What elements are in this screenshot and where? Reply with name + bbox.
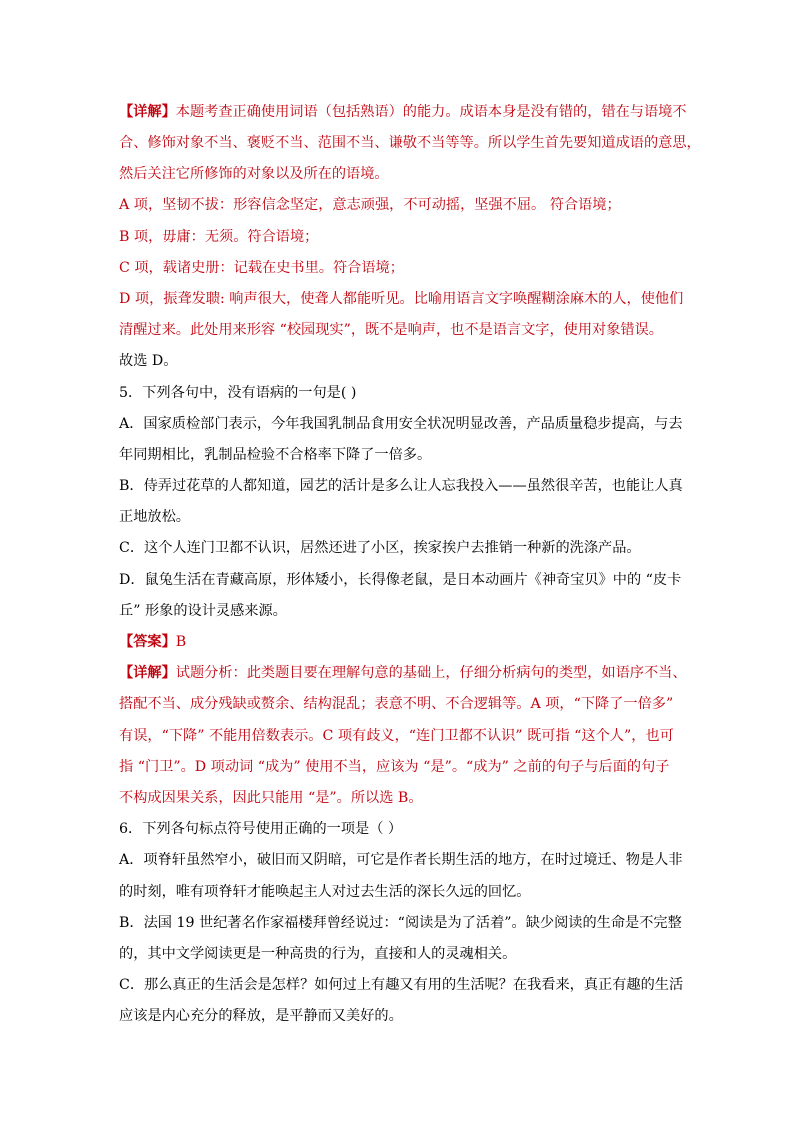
analysis-line: A 项，坚韧不拔：形容信念坚定，意志顽强，不可动摇，坚强不屈。 符合语境； <box>119 197 621 213</box>
option-line: 年同期相比，乳制品检验不合格率下降了一倍多。 <box>119 447 432 463</box>
analysis-line: 有误，“下降” 不能用倍数表示。C 项有歧义，“连门卫都不认识” 既可指 “这个人”，也可 <box>119 728 674 744</box>
option-line: 丘” 形象的设计灵感来源。 <box>119 603 287 619</box>
option-line: D．鼠兔生活在青藏高原，形体矮小，长得像老鼠，是日本动画片《神奇宝贝》中的 “皮卡 <box>119 572 682 588</box>
analysis-tag: 【详解】 <box>119 104 176 120</box>
analysis-line: 不构成因果关系，因此只能用 “是”。所以选 B。 <box>119 790 423 806</box>
option-line: A．国家质检部门表示，今年我国乳制品食用安全状况明显改善，产品质量稳步提高，与去 <box>119 416 683 432</box>
analysis-line: D 项，振聋发聩: 响声很大，使聋人都能听见。比喻用语言文字唤醒糊涂麻木的人，使他们 <box>119 291 684 307</box>
analysis-line: 然后关注它所修饰的对象以及所在的语境。 <box>119 166 389 182</box>
analysis-line: 指 “门卫”。D 项动词 “成为” 使用不当，应该为 “是”。“成为” 之前的句子与后面的句子 <box>119 759 670 775</box>
analysis-line: 搭配不当、成分残缺或赘余、结构混乱；表意不明、不合逻辑等。A 项，“下降了一倍多” <box>119 696 674 712</box>
analysis-line: 合、修饰对象不当、褒贬不当、范围不当、谦敬不当等等。所以学生首先要知道成语的意思， <box>119 135 701 151</box>
option-line: B．侍弄过花草的人都知道，园艺的活计是多么让人忘我投入——虽然很辛苦，也能让人真 <box>119 478 683 494</box>
option-line: B．法国 19 世纪著名作家福楼拜曾经说过：“阅读是为了活着”。缺少阅读的生命是不完整 <box>119 915 682 931</box>
analysis-line: 【详解】本题考查正确使用词语（包括熟语）的能力。成语本身是没有错的，错在与语境不 <box>119 104 687 120</box>
option-line: 应该是内心充分的释放，是平静而又美好的。 <box>119 1008 403 1024</box>
option-line: A．项脊轩虽然窄小，破旧而又阴暗，可它是作者长期生活的地方，在时过境迁、物是人非 <box>119 852 683 868</box>
analysis-line: 清醒过来。此处用来形容 “校园现实”，既不是响声，也不是语言文字，使用对象错误。 <box>119 322 663 338</box>
analysis-tag: 【详解】 <box>119 665 176 681</box>
answer-tag: 【答案】 <box>119 634 176 650</box>
option-line: C．这个人连门卫都不认识，居然还进了小区，挨家挨户去推销一种新的洗涤产品。 <box>119 540 641 556</box>
conclusion-line: 故选 D。 <box>119 353 178 369</box>
option-line: 的时刻，唯有项脊轩才能唤起主人对过去生活的深长久远的回忆。 <box>119 884 531 900</box>
option-line: C．那么真正的生活会是怎样？如何过上有趣又有用的生活呢？在我看来，真正有趣的生活 <box>119 977 684 993</box>
analysis-line: 【详解】试题分析：此类题目要在理解句意的基础上，仔细分析病句的类型，如语序不当、 <box>119 665 687 681</box>
analysis-line: B 项，毋庸：无须。符合语境； <box>119 229 319 245</box>
question-stem: 6．下列各句标点符号使用正确的一项是（ ） <box>119 821 403 837</box>
analysis-line: C 项，载诸史册：记载在史书里。符合语境； <box>119 260 404 276</box>
option-line: 的，其中文学阅读更是一种高贵的行为，直接和人的灵魂相关。 <box>119 946 517 962</box>
option-line: 正地放松。 <box>119 509 190 525</box>
answer-line <box>119 632 186 652</box>
answer-value: B <box>175 634 187 650</box>
question-stem: 5．下列各句中，没有语病的一句是( ) <box>119 385 357 401</box>
